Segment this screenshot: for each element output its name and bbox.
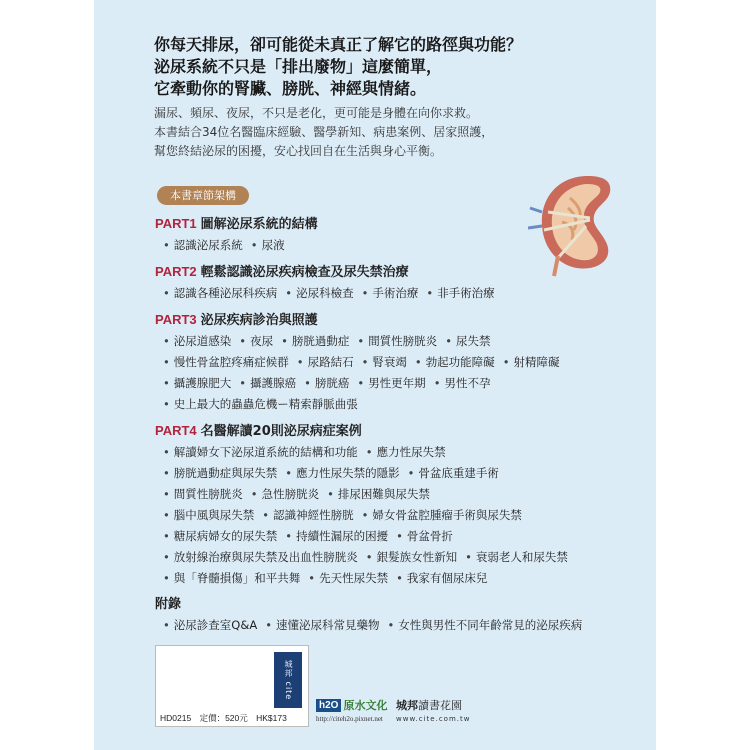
toc-row (155, 568, 635, 589)
toc-item: • 骨盆底重建手術 (408, 466, 499, 480)
toc-row (155, 235, 635, 256)
toc-item: • 手術治療 (362, 286, 419, 300)
toc-item: • 男性不孕 (434, 376, 491, 390)
toc-item: • 骨盆骨折 (396, 529, 453, 543)
part-number: PART1 (155, 216, 197, 231)
toc-item: • 泌尿道感染 (163, 334, 231, 348)
toc-item: • 女性與男性不同年齡常見的泌尿疾病 (387, 618, 582, 632)
cite-sub: 讀書花園 (418, 699, 462, 712)
publisher-mark-icon: h2O (316, 699, 341, 712)
toc-item: • 速懂泌尿科常見藥物 (265, 618, 379, 632)
toc-row (155, 442, 635, 463)
toc-item: • 排尿困難與尿失禁 (327, 487, 430, 501)
headline-line: 泌尿系統不只是「排出廢物」這麼簡單， (154, 57, 443, 76)
toc-row (155, 394, 635, 415)
toc-part-4 (155, 421, 635, 589)
part-title: 圖解泌尿系統的結構 (200, 217, 318, 232)
price-twd: 定價：520元 (199, 713, 248, 723)
toc-item: • 尿失禁 (445, 334, 490, 348)
toc-item: • 糖尿病婦女的尿失禁 (163, 529, 277, 543)
toc-item: • 應力性尿失禁的隱影 (285, 466, 399, 480)
toc-item: • 我家有個尿床兒 (396, 571, 487, 585)
toc-row (155, 526, 635, 547)
toc-item: • 膀胱過動症與尿失禁 (163, 466, 277, 480)
toc-part-2 (155, 262, 635, 304)
toc-item: • 與「脊髓損傷」和平共舞 (163, 571, 300, 585)
price-barcode-box (155, 645, 309, 727)
cite-logo (396, 697, 462, 713)
toc-item: • 尿路結石 (297, 355, 354, 369)
toc-label-badge: 本書章節架構 (157, 186, 249, 205)
toc-item: • 間質性膀胱炎 (163, 487, 243, 501)
toc-row (155, 463, 635, 484)
toc-item: • 放射線治療與尿失禁及出血性膀胱炎 (163, 550, 358, 564)
price-hkd: HK$173 (256, 713, 287, 723)
toc-item: • 間質性膀胱炎 (357, 334, 437, 348)
toc-item: • 腎衰竭 (362, 355, 407, 369)
toc-item: • 膀胱過動症 (281, 334, 349, 348)
part-title: 名醫解讀20則泌尿病症案例 (200, 424, 362, 439)
part-title: 輕鬆認識泌尿疾病檢查及尿失禁治療 (200, 265, 409, 280)
toc-item: • 解讀婦女下泌尿道系統的結構和功能 (163, 445, 358, 459)
toc-row (155, 373, 635, 394)
toc-item: • 史上最大的蟲蟲危機ー精索靜脈曲張 (163, 397, 358, 411)
toc-item: • 攝護腺肥大 (163, 376, 231, 390)
toc-item: • 攝護腺癌 (239, 376, 296, 390)
publisher-logo (316, 697, 387, 713)
cite-name: 城邦 (396, 699, 418, 712)
toc-appendix (155, 595, 635, 636)
toc-item: • 泌尿診查室Q&A (163, 618, 257, 632)
toc-item: • 勃起功能障礙 (415, 355, 495, 369)
headline-line: 你每天排尿，卻可能從未真正了解它的路徑與功能？ (154, 35, 523, 54)
toc-item: • 泌尿科檢查 (285, 286, 353, 300)
toc-row (155, 505, 635, 526)
toc-item: • 持續性漏尿的困擾 (285, 529, 388, 543)
intro-line: 幫您終結泌尿的困擾，安心找回自在生活與身心平衡。 (154, 144, 443, 158)
part-title: 泌尿疾病診治與照護 (200, 313, 318, 328)
toc-item: • 認識泌尿系統 (163, 238, 243, 252)
part-title: 附錄 (155, 597, 182, 612)
publisher-name: 原水文化 (343, 699, 388, 712)
barcode-brand-logo: 城邦 cite (274, 652, 302, 708)
toc-row (155, 547, 635, 568)
intro-line: 本書結合34位名醫臨床經驗、醫學新知、病患案例、居家照護， (154, 125, 494, 139)
part-number: PART3 (155, 312, 197, 327)
toc-item: • 男性更年期 (357, 376, 425, 390)
intro-text (154, 104, 634, 161)
toc-item: • 應力性尿失禁 (366, 445, 446, 459)
toc-item: • 婦女骨盆腔腫瘤手術與尿失禁 (362, 508, 522, 522)
toc-item: • 慢性骨盆腔疼痛症候群 (163, 355, 289, 369)
toc-part-1 (155, 214, 635, 256)
toc-item: • 腦中風與尿失禁 (163, 508, 254, 522)
publisher-url: http://citeh2o.pixnet.net (316, 715, 383, 723)
toc-part-3 (155, 310, 635, 415)
toc-item: • 非手術治療 (426, 286, 494, 300)
toc-item: • 認識各種泌尿科疾病 (163, 286, 277, 300)
toc-row (155, 352, 635, 373)
toc-item: • 先天性尿失禁 (308, 571, 388, 585)
headline (154, 34, 634, 100)
toc-row (155, 484, 635, 505)
cite-url: www.cite.com.tw (396, 715, 471, 723)
table-of-contents (155, 214, 635, 642)
toc-item: • 膀胱癌 (304, 376, 349, 390)
toc-row (155, 283, 635, 304)
toc-item: • 夜尿 (239, 334, 273, 348)
part-number: PART4 (155, 423, 197, 438)
toc-item: • 認識神經性膀胱 (262, 508, 353, 522)
toc-row (155, 331, 635, 352)
price-line (160, 712, 293, 724)
product-code: HD0215 (160, 713, 192, 723)
toc-item: • 急性膀胱炎 (251, 487, 319, 501)
toc-item: • 銀髮族女性新知 (366, 550, 457, 564)
toc-row (155, 615, 635, 636)
toc-item: • 衰弱老人和尿失禁 (465, 550, 568, 564)
headline-line: 它牽動你的腎臟、膀胱、神經與情緒。 (154, 79, 427, 98)
toc-item: • 射精障礙 (503, 355, 560, 369)
intro-line: 漏尿、頻尿、夜尿，不只是老化，更可能是身體在向你求救。 (154, 106, 479, 120)
toc-item: • 尿液 (251, 238, 285, 252)
part-number: PART2 (155, 264, 197, 279)
